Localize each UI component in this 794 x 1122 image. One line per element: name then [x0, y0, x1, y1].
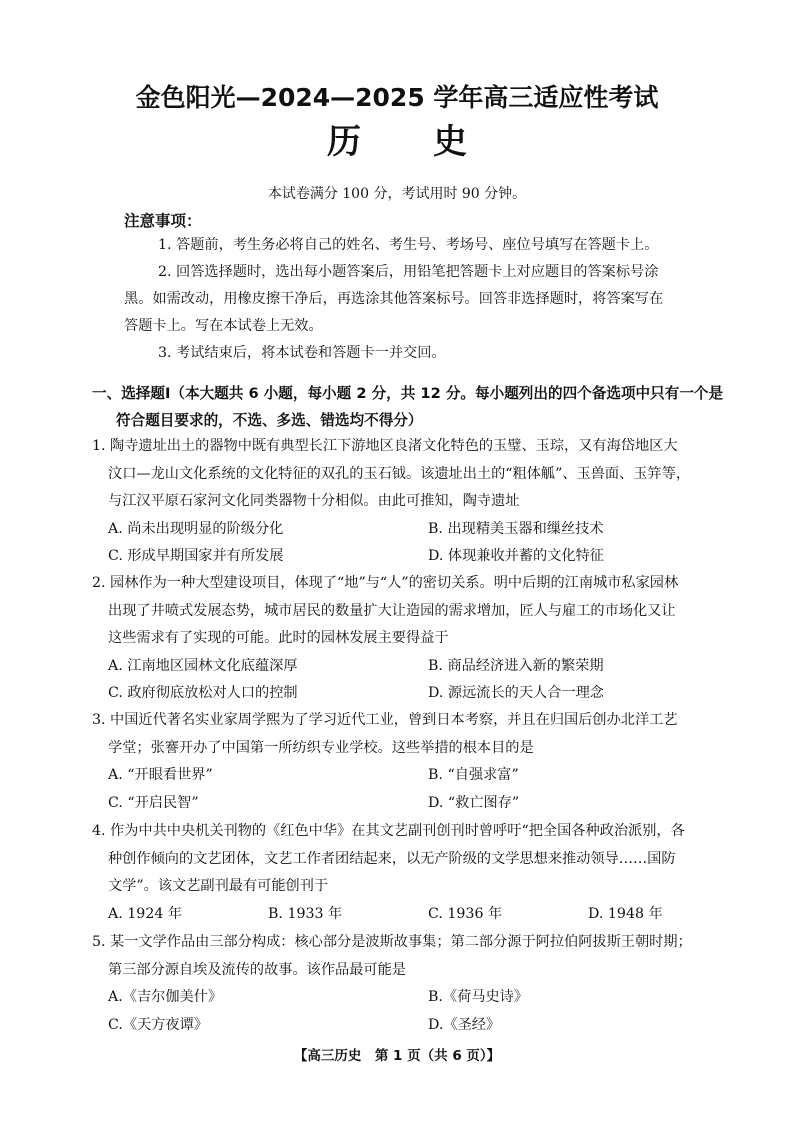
question-3-option-d: D. “救亡图存”	[428, 794, 520, 811]
question-1-stem-line-2: 汶口—龙山文化系统的文化特征的双孔的玉石钺。该遗址出土的“粗体觚”、玉兽面、玉笄等，	[108, 465, 691, 482]
question-2-option-d: D. 源远流长的天人合一理念	[428, 685, 604, 701]
question-1-stem-line-3: 与江汉平原石家河文化同类器物十分相似。由此可推知，陶寺遗址	[108, 493, 520, 509]
subject-char-1: 历	[327, 122, 361, 162]
question-3-option-b: B. “自强求富”	[428, 767, 519, 783]
question-1-options-row-1	[92, 516, 754, 544]
question-5-option-d: D.《圣经》	[428, 1016, 501, 1033]
page-footer: 【高三历史 第 1 页（共 6 页）】	[293, 1048, 501, 1064]
notice-item-2-line-2: 黑。如需改动，用橡皮擦干净后，再选涂其他答案标号。回答非选择题时，将答案写在	[124, 291, 664, 307]
question-4	[92, 818, 754, 928]
question-5-option-c: C.《天方夜谭》	[108, 1016, 208, 1033]
question-3-option-a: A. “开眼看世界”	[108, 767, 213, 783]
question-1	[92, 433, 754, 571]
question-4-option-d: D. 1948 年	[588, 905, 663, 922]
question-2-options-row-2	[92, 680, 754, 708]
question-2-option-a: A. 江南地区园林文化底蕴深厚	[108, 657, 298, 674]
section-heading-line-1: 一、选择题Ⅰ（本大题共 6 小题，每小题 2 分，共 12 分。每小题列出的四个备选项中只有一个是	[92, 385, 724, 402]
exam-title: 金色阳光—2024—2025 学年高三适应性考试	[135, 83, 659, 112]
question-3	[92, 707, 754, 817]
subject-char-2: 史	[433, 122, 467, 162]
question-4-option-c: C. 1936 年	[428, 905, 503, 922]
question-2-stem-line-2: 出现了井喷式发展态势，城市居民的数量扩大让造园的需求增加，匠人与雇工的市场化又让	[108, 602, 676, 619]
notice-item-2-line-3: 答题卡上。写在本试卷上无效。	[124, 318, 323, 334]
question-5	[92, 929, 754, 1039]
question-4-stem-line-1: 4. 作为中共中央机关刊物的《红色中华》在其文艺副刊创刊时曾呼吁“把全国各种政治派别，各	[92, 823, 685, 839]
question-3-option-c: C. “开启民智”	[108, 794, 199, 811]
notice-item-3: 3. 考试结束后，将本试卷和答题卡一并交回。	[158, 345, 446, 361]
question-4-option-a: A. 1924 年	[108, 905, 183, 922]
question-2-options-row-1	[92, 653, 754, 681]
question-4-stem-line-2: 种创作倾向的文艺团体，文艺工作者团结起来，以无产阶级的文学思想来推动领导……国防	[108, 850, 676, 867]
section-heading-line-2: 符合题目要求的，不选、多选、错选均不得分）	[116, 412, 423, 429]
question-3-options-row-2	[92, 790, 754, 818]
question-5-option-b: B.《荷马史诗》	[428, 989, 529, 1005]
notice-item-1: 1. 答题前，考生务必将自己的姓名、考生号、考场号、座位号填写在答题卡上。	[158, 237, 659, 253]
question-3-stem-line-1: 3. 中国近代著名实业家周学熙为了学习近代工业，曾到日本考察，并且在归国后创办北洋工艺	[92, 712, 678, 728]
question-1-option-c: C. 形成早期国家并有所发展	[108, 548, 284, 564]
question-4-stem-line-3: 文学”。该文艺副刊最有可能创刊于	[108, 878, 329, 894]
question-1-option-a: A. 尚未出现明显的阶级分化	[108, 520, 284, 537]
question-5-stem-line-1: 5. 某一文学作品由三部分构成：核心部分是波斯故事集；第二部分源于阿拉伯阿拔斯王朝时期；	[92, 934, 692, 950]
score-note: 本试卷满分 100 分，考试用时 90 分钟。	[267, 186, 527, 202]
question-2	[92, 570, 754, 708]
question-2-option-c: C. 政府彻底放松对人口的控制	[108, 685, 298, 701]
section-heading	[92, 380, 752, 434]
question-1-options-row-2	[92, 543, 754, 571]
question-3-stem-line-2: 学堂；张謇开办了中国第一所纺织专业学校。这些举措的根本目的是	[108, 739, 534, 756]
question-4-options-row	[92, 901, 754, 929]
notice-item-2-line-1: 2. 回答选择题时，选出每小题答案后，用铅笔把答题卡上对应题目的答案标号涂	[158, 264, 659, 280]
question-2-stem-line-1: 2. 园林作为一种大型建设项目，体现了“地”与“人”的密切关系。明中后期的江南城市私家园林	[92, 575, 679, 591]
question-5-stem-line-2: 第三部分源自埃及流传的故事。该作品最可能是	[108, 961, 406, 978]
question-5-option-a: A.《吉尔伽美什》	[108, 989, 223, 1005]
notice-block	[124, 232, 712, 367]
question-5-options-row-1	[92, 984, 754, 1012]
subject-title	[0, 114, 794, 163]
question-3-options-row-1	[92, 762, 754, 790]
question-1-stem-line-1: 1. 陶寺遗址出土的器物中既有典型长江下游地区良渚文化特色的玉璧、玉琮，又有海岱地区大	[92, 438, 678, 454]
question-4-option-b: B. 1933 年	[268, 905, 343, 922]
question-2-option-b: B. 商品经济进入新的繁荣期	[428, 657, 604, 674]
question-2-stem-line-3: 这些需求有了实现的可能。此时的园林发展主要得益于	[108, 630, 449, 646]
notice-heading: 注意事项：	[124, 212, 202, 230]
question-1-option-b: B. 出现精美玉器和缫丝技术	[428, 520, 604, 537]
question-1-option-d: D. 体现兼收并蓄的文化特征	[428, 548, 604, 564]
question-5-options-row-2	[92, 1012, 754, 1040]
